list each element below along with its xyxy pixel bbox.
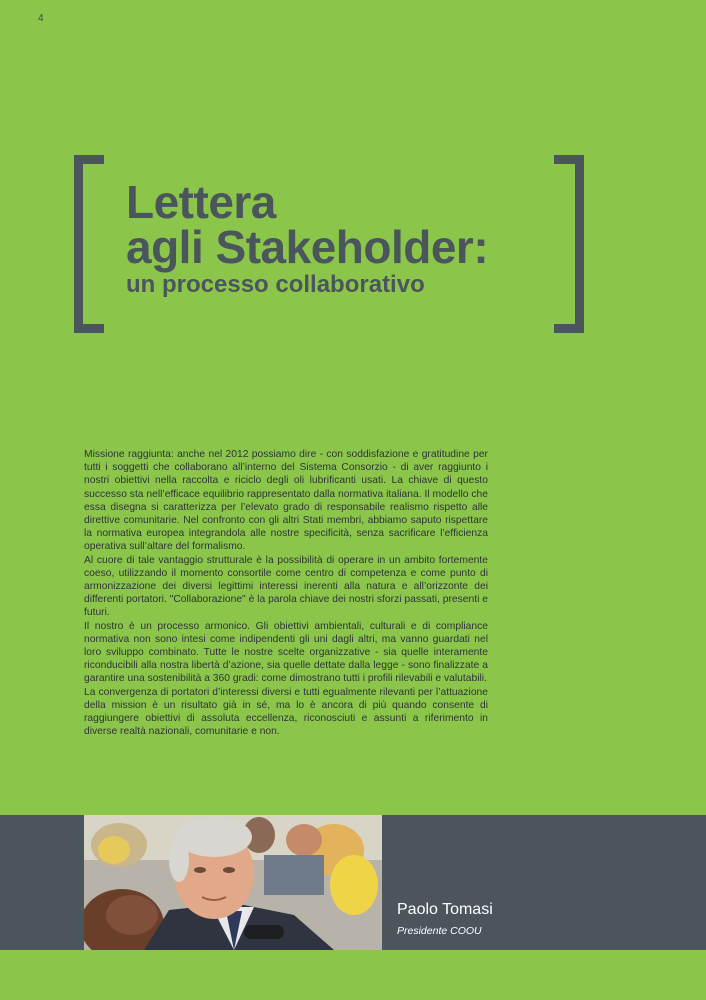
- page-number: 4: [38, 13, 44, 24]
- letter-paragraph-2: Al cuore di tale vantaggio strutturale è la possibilità di operare in un ambito fortemente coeso, utilizzando il momento consortile come centro di competenza e come punto di armonizzazione dei diversi legittimi interessi inerenti alla natura e all’orizzonte dei differenti portatori. "Collaborazione" è la parola chiave dei nostri sforzi passati, presenti e futuri.: [84, 554, 488, 619]
- signatory-role: Presidente COOU: [397, 925, 482, 937]
- right-bracket-decoration: [554, 155, 584, 333]
- page-subtitle: un processo collaborativo: [126, 271, 425, 298]
- letter-paragraph-3: Il nostro è un processo armonico. Gli obiettivi ambientali, culturali e di compliance normativa non sono intesi come indipendenti gli uni dagli altri, ma vanno guardati nel loro sviluppo combinato. Tutte le nostre scelte organizzative - sia quelle interamente riconducibili alla nostra libertà d’azione, sia quelle dettate dalla legge - sono finalizzate a garantire una sostenibilità a 360 gradi: come dimostrano tutti i profili rilevabili e valutabili.: [84, 620, 488, 685]
- letter-body: [84, 448, 488, 738]
- title-line-2: agli Stakeholder:: [126, 221, 489, 273]
- letter-paragraph-1: Missione raggiunta: anche nel 2012 possiamo dire - con soddisfazione e gratitudine per tutti i soggetti che collaborano all’interno del Sistema Consorzio - di aver raggiunto i nostri obiettivi nella raccolta e riciclo degli oli lubrificanti usati. La chiave di questo successo sta nell’efficace equilibrio rappresentato dalla normativa italiana. Il modello che essa disegna si caratterizza per l’elevato grado di responsabile realismo rispetto alle direttive comunitarie. Nel confronto con gli altri Stati membri, abbiamo saputo rispettare la normativa europea integrandola alle nostre specificità, senza sacrificare l’efficienza operativa sull’altare del formalismo.: [84, 449, 488, 553]
- left-bracket-decoration: [74, 155, 104, 333]
- title-line-1: Lettera: [126, 176, 276, 228]
- page-title: [126, 176, 489, 300]
- signatory-name: Paolo Tomasi: [397, 901, 493, 918]
- president-photo: [84, 815, 382, 950]
- letter-paragraph-4: La convergenza di portatori d’interessi diversi e tutti egualmente rilevanti per l’attuazione della mission è un risultato già in sé, ma lo è ancora di più quando consente di raggiungere obiettivi di assoluta eccellenza, riconosciuti e assunti a riferimento in diverse realtà nazionali, comunitarie e non.: [84, 686, 488, 738]
